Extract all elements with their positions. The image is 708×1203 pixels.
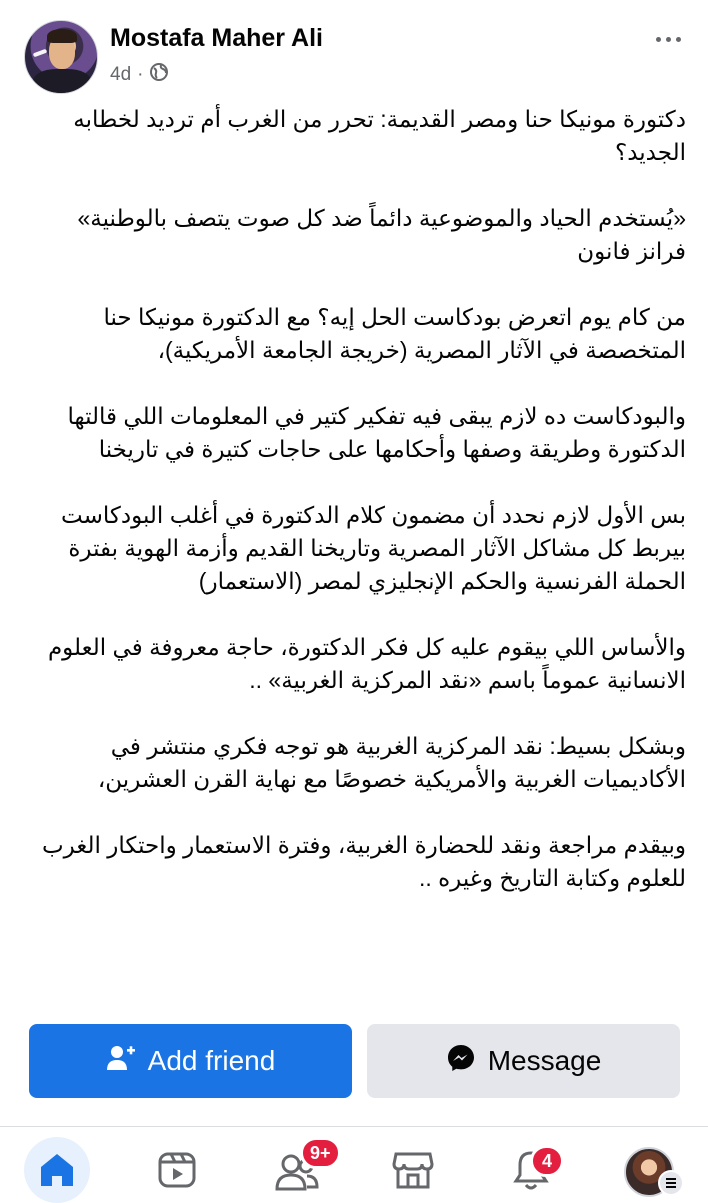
post-paragraph: دكتورة مونيكا حنا ومصر القديمة: تحرر من الغرب أم ترديد لخطابه الجديد؟ — [73, 106, 686, 165]
add-friend-button[interactable] — [29, 1024, 352, 1098]
globe-icon[interactable] — [149, 62, 169, 88]
video-icon — [157, 1150, 197, 1195]
post-meta — [110, 62, 169, 88]
more-options-icon[interactable] — [648, 24, 688, 54]
tab-home[interactable] — [22, 1127, 92, 1201]
post-paragraph: والأساس اللي بيقوم عليه كل فكر الدكتورة، حاجة معروفة في العلوم الانسانية عموماً باسم «نقد المركزية الغربية» .. — [47, 634, 686, 693]
marketplace-icon — [392, 1150, 434, 1195]
tab-friends[interactable] — [262, 1127, 332, 1201]
post-paragraph: وبيقدم مراجعة ونقد للحضارة الغربية، وفترة الاستعمار واحتكار الغرب للعلوم وكتابة التاريخ وغيره .. — [42, 832, 686, 891]
tab-notifications[interactable] — [496, 1127, 566, 1201]
post-paragraph: والبودكاست ده لازم يبقى فيه تفكير كتير في المعلومات اللي قالتها الدكتورة وطريقة وصفها وأحكامها على حاجات كتيرة في تاريخنا — [67, 403, 686, 462]
post-header — [0, 0, 708, 100]
post-paragraph: بس الأول لازم نحدد أن مضمون كلام الدكتورة في أغلب البودكاست بيربط كل مشاكل الآثار المصرية وتاريخنا القديم وأزمة الهوية بفترة الحملة الفرنسية والحكم الإنجليزي لمصر (الاستعمار) — [61, 502, 686, 594]
notifications-badge: 4 — [530, 1145, 564, 1177]
post-text — [24, 103, 686, 928]
post-time[interactable]: 4d — [110, 64, 132, 85]
author-name[interactable]: Mostafa Maher Ali — [110, 24, 324, 52]
friends-badge: 9+ — [300, 1137, 341, 1169]
author-avatar[interactable] — [24, 20, 98, 94]
add-friend-label: Add friend — [147, 1045, 276, 1076]
post-paragraph: «يُستخدم الحياد والموضوعية دائماً ضد كل صوت يتصف بالوطنية» فرانز فانون — [77, 205, 686, 264]
post-paragraph: من كام يوم اتعرض بودكاست الحل إيه؟ مع الدكتورة مونيكا حنا المتخصصة في الآثار المصرية (خريجة الجامعة الأمريكية)، — [103, 304, 686, 363]
menu-icon[interactable] — [658, 1170, 684, 1196]
meta-separator: · — [137, 64, 144, 85]
message-label: Message — [487, 1045, 602, 1076]
tab-video[interactable] — [142, 1127, 212, 1201]
add-person-icon — [106, 1044, 136, 1079]
home-icon — [38, 1151, 76, 1194]
messenger-icon — [446, 1043, 476, 1080]
tab-marketplace[interactable] — [378, 1127, 448, 1201]
post-paragraph: وبشكل بسيط: نقد المركزية الغربية هو توجه فكري منتشر في الأكاديميات الغربية والأمريكية خصوصًا مع نهاية القرن العشرين، — [97, 733, 686, 792]
message-button[interactable] — [367, 1024, 680, 1098]
bottom-tab-bar — [0, 1126, 708, 1201]
